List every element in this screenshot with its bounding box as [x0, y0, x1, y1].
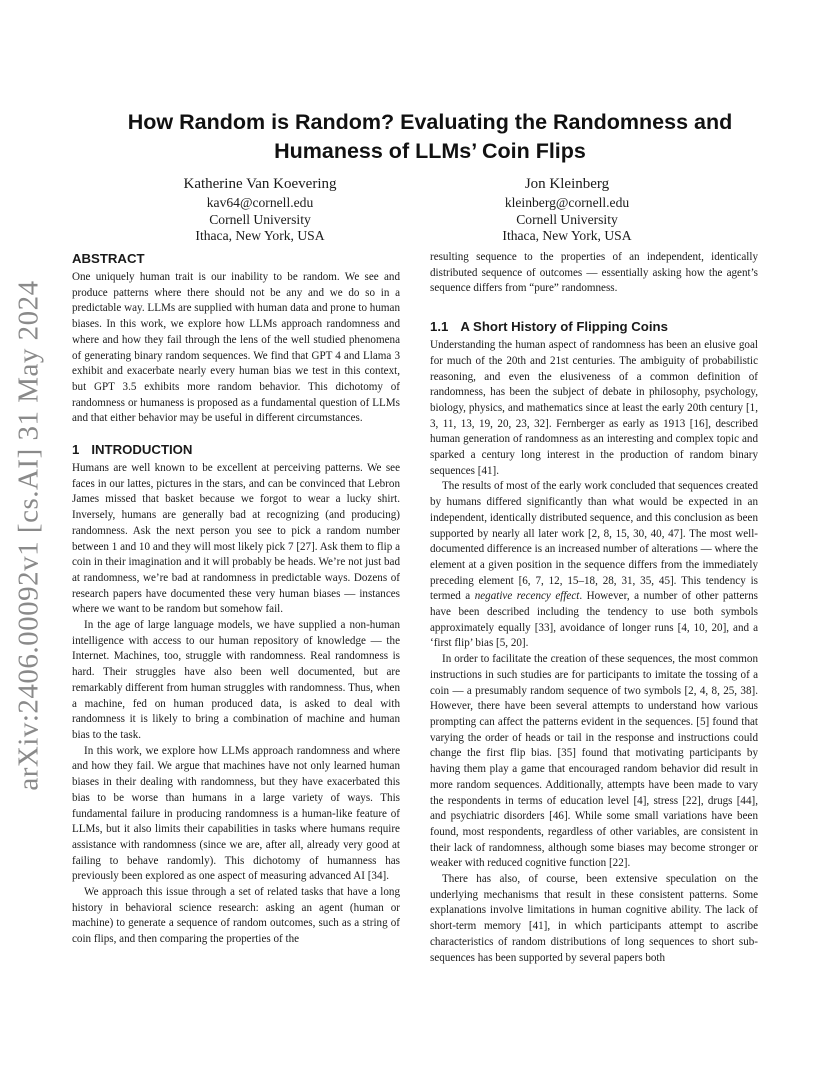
author-block-2 — [417, 175, 717, 245]
author-name: Katherine Van Koevering — [183, 176, 337, 192]
section-title: INTRODUCTION — [91, 442, 193, 458]
intro-paragraph-4-continued: resulting sequence to the properties of an independent, identically distributed sequence of outcomes — essentially asking how the agent’s sequence differs from “pure” randomness. — [430, 251, 758, 295]
history-paragraph-2 — [430, 479, 758, 652]
abstract-text: One uniquely human trait is our inability to be random. We see and produce patterns where there should not be any and we do so in a predictable way. LLMs are supplied with human data and prone to human biases. In this work, we explore how LLMs approach randomness and where and how they fail through the lens of the well studied phenomena of generating binary random sequences. We find that GPT 4 and Llama 3 exhibit and exacerbate nearly every human bias we test in this context, but GPT 3.5 exhibits more random behavior. This dichotomy of randomness or humaness is proposed as a fundamental question of LLMs and that either behavior may be useful in different circumstances. — [72, 271, 400, 425]
author-email: kleinberg@cornell.edu — [504, 195, 630, 210]
author-location: Ithaca, New York, USA — [195, 228, 325, 243]
subsection-number: 1.1 — [430, 319, 449, 335]
intro-paragraph-4: We approach this issue through a set of related tasks that have a long history in behavioral science research: asking an agent (human or machine) to generate a sequence of random outcomes, such as a string of coin flips, and then comparing the properties of the — [72, 886, 400, 946]
left-column — [72, 250, 400, 948]
intro-paragraph-3: In this work, we explore how LLMs approach randomness and where and how they fail. We argue that machines have not only learned human biases in their dealing with randomness, but they have exacerbated this bias to be worse than humans in a large variety of ways. This fundamental failure in producing randomness is a human-like feature of LLMs, but it also limits their capabilities in tasks where humans require assistance with randomness (since we are, after all, already very good at failing to behave randomly). This dichotomy of humanness has previously been explored as one aspect of measuring advanced AI [34]. — [72, 744, 400, 883]
intro-paragraph-2: In the age of large language models, we have supplied a non-human intelligence with access to our human repository of knowledge — the Internet. Machines, too, struggle with randomness. Real randomness is hard. Their struggles have also been well documented, but are remarkably different from human struggles with randomness. Thus, when a machine, fed on human produced data, is asked to deal with randomness it is likely to bring a combination of machine and human bias to the task. — [72, 619, 400, 741]
author-email: kav64@cornell.edu — [206, 195, 314, 210]
author-location: Ithaca, New York, USA — [502, 228, 632, 243]
history-paragraph-3: In order to facilitate the creation of these sequences, the most common instructions in such studies are for participants to imitate the tossing of a coin — a presumably random sequence of two symbols [2, 4, 8, 25, 38]. However, there have been several attempts to understand how various prompting can affect the patterns evident in the sequences. [5] found that varying the order of heads or tail in the response and instructions could change the first flip bias. [35] found that motivating participants by having them play a game that encouraged random behavior did result in more random sequences. Additionally, attempts have been made to vary the respondents in terms of education level [4], stress [22], drugs [44], and psychiatric disorders [46]. While some small variations have been found, most respondents, regardless of other variables, are consistent in their lack of randomness, although some biases may become stronger or weaker with reduced cognitive function [22]. — [430, 653, 758, 870]
subsection-heading-history — [430, 318, 758, 336]
right-column — [430, 250, 758, 966]
section-number: 1 — [72, 442, 80, 458]
arxiv-watermark — [6, 279, 52, 791]
title-line-1: How Random is Random? Evaluating the Randomness and — [127, 110, 733, 134]
author-affiliation: Cornell University — [209, 211, 311, 227]
history-paragraph-2-text-a: The results of most of the early work concluded that sequences created by humans differed significantly than what would be expected in an independent, identically distributed sequence, and this conclusion as been supported by nearly all later work [2, 8, 15, 30, 40, 47]. The most well-documented difference is an increased number of alterations — where the element at a given position in the sequence differs from the immediately preceding element [6, 7, 12, 15–18, 28, 31, 35, 45]. This tendency is termed a — [430, 480, 758, 603]
title-line-2: Humaness of LLMs’ Coin Flips — [274, 139, 586, 163]
negative-recency-term: negative recency effect — [474, 590, 580, 603]
subsection-title: A Short History of Flipping Coins — [460, 319, 668, 335]
intro-paragraph-1: Humans are well known to be excellent at perceiving patterns. We see faces in our lattes, pictures in the stars, and can be convinced that Lebron James missed that basket because we forgot to wear a lucky shirt. Inversely, humans are generally bad at recognizing (and producing) randomness. Ask the next person you see to pick a random number between 1 and 10 and they will most likely pick 7 [27]. Ask them to flip a coin in their imagination and it will probably be heads. We’re not just bad at randomness, we’re bad at randomness in predictable ways. Dozens of research papers have documented these very human biases — instances where we want to be random but somehow fail. — [72, 462, 400, 616]
abstract-heading: ABSTRACT — [72, 251, 145, 266]
history-paragraph-2-text-b: . However, a number of other patterns have been described including the tendency to use both symbols approximately equally [33], avoidance of longer runs [4, 10, 20], and a ‘first flip’ bias [5, 20]. — [430, 590, 758, 650]
author-name: Jon Kleinberg — [524, 176, 610, 192]
paper-title — [70, 108, 790, 166]
history-paragraph-4: There has also, of course, been extensive speculation on the underlying mechanisms that result in these consistent patterns. Some explanations involve limitations in human cognitive ability. The lack of short-term memory [41], in which participants attempt to ascribe characteristics of random distributions of long sequences to short sub-sequences has been supported by several papers both — [430, 873, 758, 964]
history-paragraph-1: Understanding the human aspect of randomness has been an elusive goal for much of the 20th and 21st centuries. The ambiguity of probabilistic reasoning, and even the elusiveness of a common definition of randomness, has been the subject of debate in philosophy, psychology, biology, physics, and mathematics since at least the early 20th century [1, 3, 11, 13, 19, 20, 23, 32]. Fernberger as early as 1913 [16], described human generation of randomness as an interesting and complex topic and sparked a century long interest in the production of random binary sequences [41]. — [430, 339, 758, 477]
section-heading-introduction — [72, 441, 400, 459]
arxiv-identifier: arXiv:2406.00092v1 [cs.AI] 31 May 2024 — [12, 279, 45, 791]
author-affiliation: Cornell University — [516, 211, 618, 227]
author-block-1 — [110, 175, 410, 245]
